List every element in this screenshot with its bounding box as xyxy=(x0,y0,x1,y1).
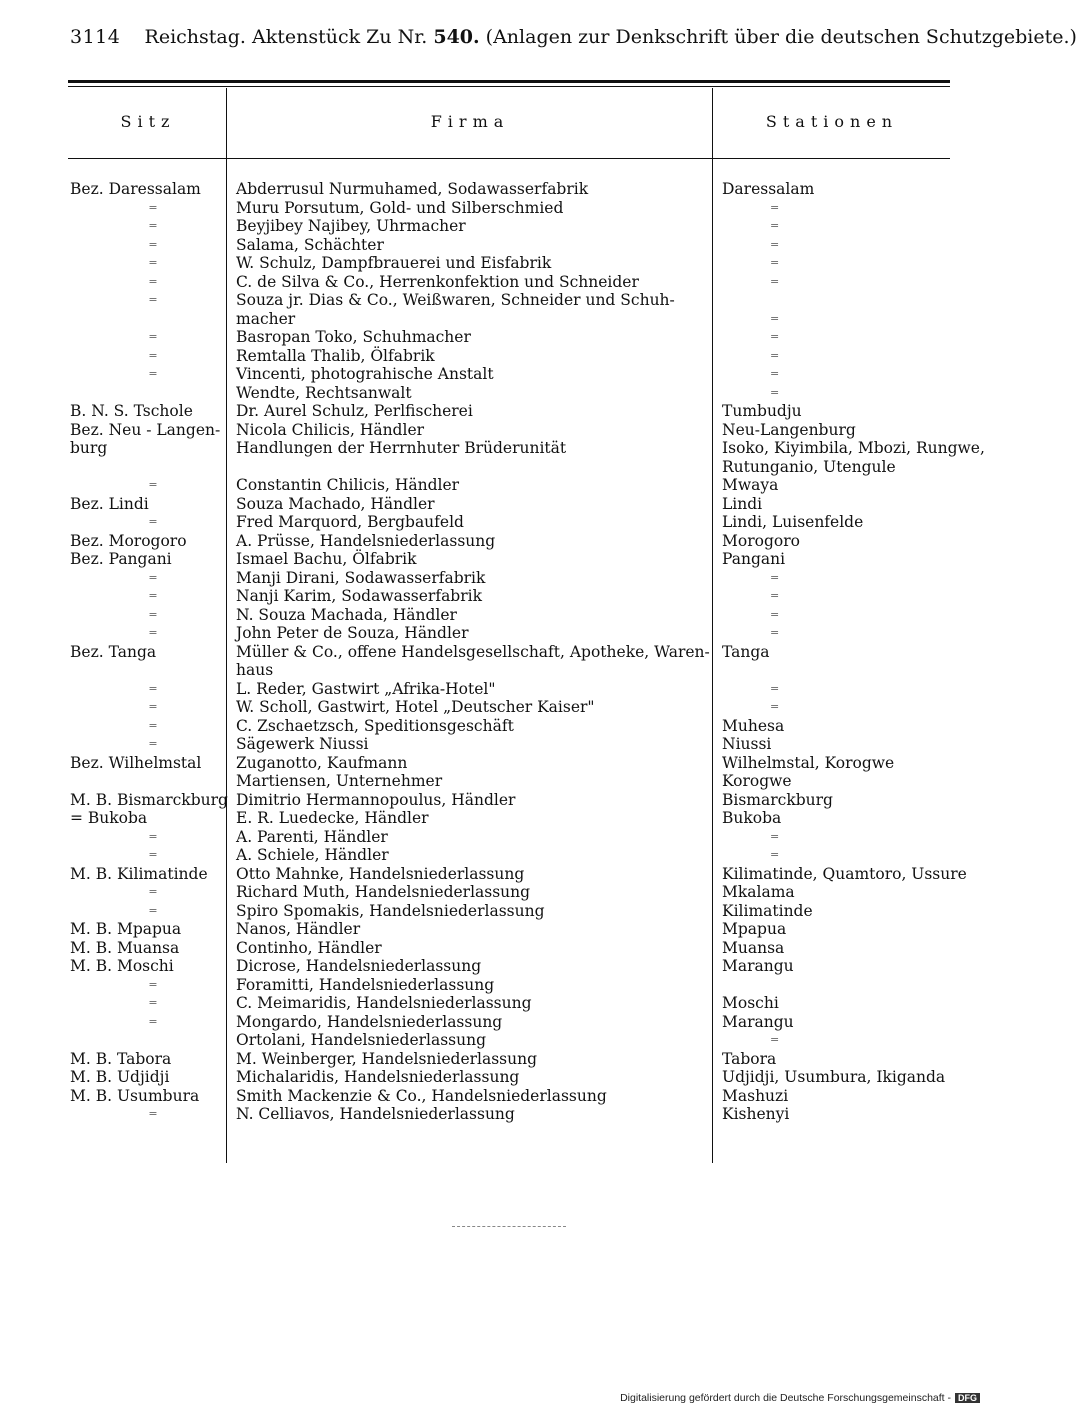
table-row xyxy=(0,1087,1000,1106)
cell-firma: C. de Silva & Co., Herrenkonfektion und Schneider xyxy=(236,272,639,291)
cell-stationen: Neu-Langenburg xyxy=(722,420,856,439)
cell-sitz: = xyxy=(148,570,158,584)
table-row xyxy=(0,643,1000,662)
table-row xyxy=(0,624,1000,643)
cell-stationen: = xyxy=(770,607,780,621)
cell-stationen: Mashuzi xyxy=(722,1086,789,1105)
cell-stationen: = xyxy=(770,348,780,362)
table-row xyxy=(0,809,1000,828)
cell-firma: Muru Porsutum, Gold- und Silberschmied xyxy=(236,198,564,217)
cell-firma: Handlungen der Herrnhuter Brüderunität xyxy=(236,439,567,457)
cell-sitz: = xyxy=(148,829,158,843)
cell-firma: N. Celliavos, Handelsniederlassung xyxy=(236,1105,515,1123)
cell-sitz: = xyxy=(148,274,158,288)
cell-firma: Mongardo, Handelsniederlassung xyxy=(236,1012,503,1031)
cell-sitz: = xyxy=(148,200,158,214)
cell-firma: Continho, Händler xyxy=(236,938,382,957)
cell-stationen: = xyxy=(770,200,780,214)
cell-sitz: = xyxy=(148,903,158,917)
cell-stationen: = xyxy=(770,311,780,325)
cell-firma: Fred Marquord, Bergbaufeld xyxy=(236,513,464,531)
cell-stationen: = xyxy=(770,626,780,639)
table-row xyxy=(0,717,1000,736)
cell-stationen: Isoko, Kiyimbila, Mbozi, Rungwe, xyxy=(722,439,985,457)
cell-sitz: = xyxy=(148,589,158,602)
cell-stationen: Rutunganio, Utengule xyxy=(722,457,896,476)
table-row xyxy=(0,569,1000,588)
table-row xyxy=(0,772,1000,791)
cell-sitz: = xyxy=(148,1107,158,1120)
cell-sitz: = xyxy=(148,367,158,380)
table-row xyxy=(0,1013,1000,1032)
cell-firma: Martiensen, Unternehmer xyxy=(236,772,443,790)
cell-sitz: Bez. Lindi xyxy=(70,494,149,513)
cell-firma: N. Souza Machada, Händler xyxy=(236,605,457,624)
cell-stationen: Bukoba xyxy=(722,809,782,827)
table-row xyxy=(0,495,1000,514)
table-row xyxy=(0,365,1000,384)
cell-stationen: Moschi xyxy=(722,994,779,1012)
cell-sitz: Bez. Tanga xyxy=(70,642,157,661)
cell-firma: L. Reder, Gastwirt „Afrika-Hotel" xyxy=(236,679,496,698)
table-row xyxy=(0,680,1000,699)
table-row xyxy=(0,606,1000,625)
table-row xyxy=(0,698,1000,717)
cell-sitz: M. B. Mpapua xyxy=(70,920,182,938)
table-row xyxy=(0,254,1000,273)
table-row xyxy=(0,199,1000,218)
cell-sitz: Bez. Neu - Langen- xyxy=(70,420,221,439)
cell-sitz: burg xyxy=(70,439,108,457)
column-header-rule xyxy=(68,158,950,159)
table-row xyxy=(0,1031,1000,1050)
cell-sitz: = xyxy=(148,348,158,362)
cell-firma: Salama, Schächter xyxy=(236,235,384,254)
cell-firma: Nanji Karim, Sodawasserfabrik xyxy=(236,587,482,605)
cell-sitz: = xyxy=(148,626,158,639)
cell-stationen: = xyxy=(770,219,780,232)
cell-stationen: Niussi xyxy=(722,735,772,753)
table-row xyxy=(0,328,1000,347)
cell-sitz: = xyxy=(148,607,158,621)
table-row xyxy=(0,476,1000,495)
cell-firma: Dr. Aurel Schulz, Perlfischerei xyxy=(236,402,473,420)
cell-stationen: Mkalama xyxy=(722,883,795,901)
cell-stationen: Kishenyi xyxy=(722,1105,790,1123)
cell-sitz: = xyxy=(148,293,158,306)
cell-firma: W. Scholl, Gastwirt, Hotel „Deutscher Kaiser" xyxy=(236,698,595,716)
cell-stationen: = xyxy=(770,385,780,399)
cell-sitz: = xyxy=(148,996,158,1009)
cell-sitz: = xyxy=(148,700,158,713)
cell-stationen: Korogwe xyxy=(722,772,792,790)
cell-stationen: = xyxy=(770,256,780,269)
cell-stationen: Morogoro xyxy=(722,531,800,550)
cell-firma: W. Schulz, Dampfbrauerei und Eisfabrik xyxy=(236,254,552,272)
cell-sitz: M. B. Bismarckburg xyxy=(70,790,228,809)
cell-stationen: Mwaya xyxy=(722,476,779,494)
cell-stationen: Wilhelmstal, Korogwe xyxy=(722,753,895,772)
cell-firma: Basropan Toko, Schuhmacher xyxy=(236,328,471,346)
cell-sitz: Bez. Morogoro xyxy=(70,531,187,550)
cell-firma: A. Parenti, Händler xyxy=(236,827,388,846)
table-row xyxy=(0,1105,1000,1124)
table-row xyxy=(0,439,1000,458)
cell-firma: Abderrusul Nurmuhamed, Sodawasserfabrik xyxy=(236,180,589,198)
cell-firma: Remtalla Thalib, Ölfabrik xyxy=(236,346,435,365)
column-header-sitz: Sitz xyxy=(120,112,176,131)
cell-sitz: = xyxy=(148,718,158,732)
table-row xyxy=(0,236,1000,255)
cell-stationen: Marangu xyxy=(722,957,794,975)
document-number: 540. xyxy=(433,26,480,48)
cell-stationen: Kilimatinde xyxy=(722,901,813,920)
table-row xyxy=(0,920,1000,939)
cell-stationen: = xyxy=(770,237,780,251)
cell-stationen: Marangu xyxy=(722,1012,794,1031)
table-row xyxy=(0,865,1000,884)
table-row xyxy=(0,791,1000,810)
cell-sitz: B. N. S. Tschole xyxy=(70,402,193,420)
cell-firma: C. Zschaetzsch, Speditionsgeschäft xyxy=(236,716,514,735)
cell-stationen: Mpapua xyxy=(722,920,787,938)
cell-sitz: Bez. Daressalam xyxy=(70,180,201,198)
cell-firma: A. Schiele, Händler xyxy=(236,846,389,864)
cell-firma: Dicrose, Handelsniederlassung xyxy=(236,957,482,975)
header-title-prefix: Reichstag. Aktenstück Zu Nr. xyxy=(144,26,434,48)
cell-sitz: M. B. Muansa xyxy=(70,938,180,957)
cell-firma: Müller & Co., offene Handelsgesellschaft, Apotheke, Waren- xyxy=(236,642,710,661)
table-row xyxy=(0,532,1000,551)
cell-sitz: = xyxy=(148,219,158,232)
table-row xyxy=(0,402,1000,421)
cell-firma: Ortolani, Handelsniederlassung xyxy=(236,1031,487,1049)
cell-sitz: M. B. Usumbura xyxy=(70,1086,200,1105)
table-row xyxy=(0,939,1000,958)
cell-sitz: M. B. Udjidji xyxy=(70,1068,170,1086)
table-row xyxy=(0,347,1000,366)
cell-stationen: Pangani xyxy=(722,550,786,568)
dfg-logo: DFG xyxy=(955,1393,980,1403)
cell-stationen: Kilimatinde, Quamtoro, Ussure xyxy=(722,864,967,883)
cell-stationen: Muansa xyxy=(722,938,785,957)
cell-stationen: = xyxy=(770,330,780,343)
firm-table xyxy=(0,180,1000,1124)
table-row xyxy=(0,458,1000,477)
page-header xyxy=(70,26,1077,56)
cell-firma: Ismael Bachu, Ölfabrik xyxy=(236,550,417,568)
table-row xyxy=(0,310,1000,329)
table-row xyxy=(0,902,1000,921)
table-row xyxy=(0,754,1000,773)
cell-stationen: = xyxy=(770,681,780,695)
table-row xyxy=(0,976,1000,995)
cell-sitz: M. B. Kilimatinde xyxy=(70,864,208,883)
table-row xyxy=(0,421,1000,440)
footer xyxy=(620,1392,980,1404)
cell-sitz: M. B. Moschi xyxy=(70,957,174,975)
table-row xyxy=(0,957,1000,976)
cell-stationen: = xyxy=(770,700,780,713)
cell-firma: Dimitrio Hermannopoulus, Händler xyxy=(236,790,516,809)
cell-firma: Richard Muth, Handelsniederlassung xyxy=(236,883,531,901)
cell-sitz: Bez. Pangani xyxy=(70,550,172,568)
cell-stationen: = xyxy=(770,589,780,602)
cell-firma: Otto Mahnke, Handelsniederlassung xyxy=(236,864,525,883)
cell-firma: John Peter de Souza, Händler xyxy=(236,624,469,642)
table-row xyxy=(0,735,1000,754)
cell-stationen: = xyxy=(770,829,780,843)
table-row xyxy=(0,273,1000,292)
cell-firma: Nicola Chilicis, Händler xyxy=(236,420,425,439)
cell-sitz: = xyxy=(148,681,158,695)
table-row xyxy=(0,587,1000,606)
cell-firma: Smith Mackenzie & Co., Handelsniederlassung xyxy=(236,1086,607,1105)
end-rule xyxy=(452,1226,566,1227)
cell-stationen: Udjidji, Usumbura, Ikiganda xyxy=(722,1068,946,1086)
cell-sitz: = Bukoba xyxy=(70,809,148,827)
header-rule-thick xyxy=(68,80,950,83)
cell-firma: macher xyxy=(236,309,296,328)
cell-firma: A. Prüsse, Handelsniederlassung xyxy=(236,531,496,550)
column-header-stationen: Stationen xyxy=(765,112,899,131)
cell-firma: Foramitti, Handelsniederlassung xyxy=(236,975,495,994)
cell-firma: Sägewerk Niussi xyxy=(236,735,369,753)
cell-firma: C. Meimaridis, Handelsniederlassung xyxy=(236,994,532,1012)
cell-stationen: = xyxy=(770,848,780,861)
table-row xyxy=(0,883,1000,902)
cell-sitz: = xyxy=(148,977,158,991)
table-row xyxy=(0,180,1000,199)
cell-sitz: = xyxy=(148,478,158,491)
cell-firma: Souza Machado, Händler xyxy=(236,494,435,513)
footer-text: Digitalisierung gefördert durch die Deutsche Forschungsgemeinschaft - xyxy=(620,1392,951,1404)
cell-firma: Michalaridis, Handelsniederlassung xyxy=(236,1068,520,1086)
table-row xyxy=(0,1050,1000,1069)
cell-sitz: = xyxy=(148,256,158,269)
cell-stationen: = xyxy=(770,570,780,584)
cell-sitz: M. B. Tabora xyxy=(70,1049,172,1068)
cell-firma: Vincenti, photograhische Anstalt xyxy=(236,365,494,383)
cell-stationen: Bismarckburg xyxy=(722,790,833,809)
table-row xyxy=(0,291,1000,310)
header-rule-thin xyxy=(68,86,950,87)
header-title-suffix: (Anlagen zur Denkschrift über die deutschen Schutzgebiete.) xyxy=(479,26,1077,48)
cell-firma: Manji Dirani, Sodawasserfabrik xyxy=(236,568,486,587)
cell-stationen: Lindi, Luisenfelde xyxy=(722,513,864,531)
table-row xyxy=(0,1068,1000,1087)
cell-firma: Spiro Spomakis, Handelsniederlassung xyxy=(236,901,545,920)
cell-firma: haus xyxy=(236,661,274,679)
cell-stationen: Muhesa xyxy=(722,716,785,735)
table-row xyxy=(0,384,1000,403)
cell-firma: M. Weinberger, Handelsniederlassung xyxy=(236,1049,538,1068)
cell-firma: Wendte, Rechtsanwalt xyxy=(236,383,412,402)
table-row xyxy=(0,550,1000,569)
cell-sitz: = xyxy=(148,737,158,750)
cell-stationen: = xyxy=(770,274,780,288)
cell-sitz: = xyxy=(148,848,158,861)
table-row xyxy=(0,828,1000,847)
cell-sitz: Bez. Wilhelmstal xyxy=(70,753,202,772)
table-row xyxy=(0,661,1000,680)
cell-stationen: Tanga xyxy=(722,642,770,661)
cell-firma: Nanos, Händler xyxy=(236,920,361,938)
table-row xyxy=(0,513,1000,532)
cell-sitz: = xyxy=(148,237,158,251)
table-row xyxy=(0,846,1000,865)
cell-firma: E. R. Luedecke, Händler xyxy=(236,809,429,827)
cell-stationen: = xyxy=(770,367,780,380)
cell-firma: Constantin Chilicis, Händler xyxy=(236,476,460,494)
cell-stationen: Tumbudju xyxy=(722,402,802,420)
table-row xyxy=(0,217,1000,236)
cell-sitz: = xyxy=(148,1014,158,1028)
cell-sitz: = xyxy=(148,515,158,528)
column-header-firma: Firma xyxy=(430,112,510,131)
cell-firma: Souza jr. Dias & Co., Weißwaren, Schneider und Schuh- xyxy=(236,291,675,309)
cell-firma: Zuganotto, Kaufmann xyxy=(236,753,408,772)
cell-stationen: Daressalam xyxy=(722,180,815,198)
cell-firma: Beyjibey Najibey, Uhrmacher xyxy=(236,217,466,235)
cell-sitz: = xyxy=(148,885,158,898)
cell-sitz: = xyxy=(148,330,158,343)
table-row xyxy=(0,994,1000,1013)
cell-stationen: = xyxy=(770,1033,780,1046)
cell-stationen: Tabora xyxy=(722,1049,777,1068)
page-number: 3114 xyxy=(70,26,121,48)
cell-stationen: Lindi xyxy=(722,494,763,513)
